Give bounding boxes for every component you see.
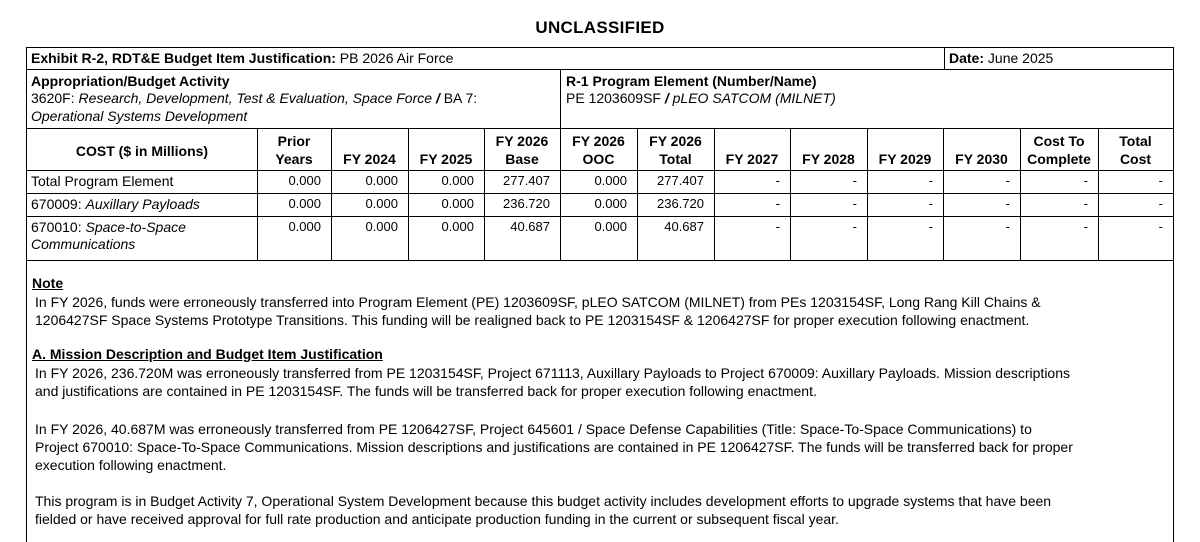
appropriation-line2: Operational Systems Development <box>31 108 248 124</box>
col-header-cost-to-complete <box>1020 132 1098 168</box>
col-header-cost: COST ($ in Millions) <box>75 143 209 159</box>
note-text <box>35 293 1167 329</box>
mission-title: A. Mission Description and Budget Item Justification <box>32 346 383 362</box>
exhibit-form <box>26 47 1174 542</box>
column-divider <box>867 128 868 260</box>
table-cell: 277.407 <box>657 173 704 188</box>
table-cell: - <box>928 196 933 211</box>
mission-paragraph-1 <box>35 364 1167 400</box>
date-value: June 2025 <box>987 50 1054 66</box>
table-cell: - <box>1005 196 1010 211</box>
cost-table <box>27 128 1173 260</box>
row-label <box>31 196 200 213</box>
table-cell: - <box>1005 173 1010 188</box>
text-line: In FY 2026, funds were erroneously transferred into Program Element (PE) 1203609SF, pLEO SATCOM (MILNET) from PEs 1203154SF, Long Rang Kill Chains & <box>35 294 1041 310</box>
col-header-fy2025: FY 2025 <box>419 151 473 167</box>
col-header-fy2030: FY 2030 <box>955 151 1008 167</box>
table-cell: 236.720 <box>503 196 550 211</box>
column-divider <box>637 128 638 260</box>
divider <box>27 69 1173 70</box>
column-divider <box>790 128 791 260</box>
table-cell: 40.687 <box>510 219 550 234</box>
row-label <box>31 173 173 190</box>
col-header-line: Total <box>1119 133 1152 149</box>
table-cell: 0.000 <box>441 196 474 211</box>
table-cell: 0.000 <box>441 173 474 188</box>
slash-separator: / <box>664 90 669 106</box>
col-header-line: FY 2026 <box>572 133 625 149</box>
row-label-code: 670010: <box>31 219 82 235</box>
col-header-line: OOC <box>582 151 615 167</box>
appropriation-line1 <box>31 90 477 107</box>
column-divider <box>484 128 485 260</box>
table-cell: - <box>775 173 780 188</box>
divider <box>27 260 1173 261</box>
table-cell: 0.000 <box>594 173 627 188</box>
col-header-prior-years <box>257 132 331 168</box>
program-element-name: pLEO SATCOM (MILNET) <box>672 90 836 106</box>
row-label-name: Auxillary Payloads <box>85 196 200 212</box>
exhibit-row <box>31 50 453 67</box>
table-cell: - <box>1083 196 1088 211</box>
row-divider <box>27 170 1173 171</box>
program-element-label: R-1 Program Element (Number/Name) <box>566 73 817 89</box>
row-divider <box>27 193 1173 194</box>
text-line: 1206427SF Space Systems Prototype Transitions. This funding will be realigned back to PE 1203154SF & 1206427SF for proper execution following enactment. <box>35 312 1030 328</box>
text-line: and justifications are contained in PE 1203154SF. The funds will be transferred back for proper execution following enactment. <box>35 383 817 399</box>
col-header-line: Cost To <box>1033 133 1085 149</box>
program-element-value <box>566 90 836 107</box>
column-divider <box>331 128 332 260</box>
table-cell: - <box>1158 219 1163 234</box>
col-header-line: Prior <box>277 133 311 149</box>
row-label-name: Space-to-Space <box>85 219 186 235</box>
col-header-fy2029: FY 2029 <box>878 151 932 167</box>
text-line: In FY 2026, 40.687M was erroneously transferred from PE 1206427SF, Project 645601 / Space Defense Capabilities (Title: Space-To-Space Communications) to <box>35 421 1032 437</box>
classification-banner: UNCLASSIFIED <box>535 18 665 37</box>
appropriation-label: Appropriation/Budget Activity <box>31 73 230 89</box>
column-divider <box>408 128 409 260</box>
row-label-name-line2: Communications <box>31 236 136 252</box>
column-divider <box>560 128 561 260</box>
table-cell: 236.720 <box>657 196 704 211</box>
table-cell: 0.000 <box>365 219 398 234</box>
col-header-fy2026-base <box>484 132 560 168</box>
text-line: fielded or have received approval for full rate production and anticipate production funding in the current or subsequent fiscal year. <box>35 511 839 527</box>
col-header-fy2026-total <box>637 132 714 168</box>
table-cell: - <box>928 173 933 188</box>
column-divider <box>714 128 715 260</box>
table-cell: 0.000 <box>365 196 398 211</box>
program-element-number: PE 1203609SF <box>566 90 661 106</box>
col-header-line: Complete <box>1027 151 1091 167</box>
table-cell: 0.000 <box>594 219 627 234</box>
row-label <box>31 219 186 253</box>
col-header-line: FY 2026 <box>649 133 702 149</box>
col-header-fy2026-ooc <box>560 132 637 168</box>
col-header-fy2027: FY 2027 <box>725 151 779 167</box>
column-divider <box>257 128 258 260</box>
appropriation-title: Research, Development, Test & Evaluation, Space Force <box>78 90 433 106</box>
table-cell: - <box>1158 173 1163 188</box>
table-cell: 0.000 <box>365 173 398 188</box>
col-header-line: Cost <box>1119 151 1152 167</box>
table-cell: - <box>852 219 857 234</box>
exhibit-value: PB 2026 Air Force <box>339 50 454 66</box>
appropriation-code: 3620F: <box>31 90 75 106</box>
col-header-line: Base <box>505 151 539 167</box>
mission-paragraph-2 <box>35 420 1167 474</box>
text-line: Project 670010: Space-To-Space Communications. Mission descriptions and justifications are contained in PE 1206427SF. The funds will be transferred back for proper <box>35 439 1073 455</box>
divider <box>560 69 561 128</box>
exhibit-label: Exhibit R-2, RDT&E Budget Item Justification: <box>31 50 336 66</box>
table-cell: 40.687 <box>664 219 704 234</box>
date-field <box>949 50 1053 67</box>
budget-activity: BA 7: <box>443 90 478 106</box>
table-cell: - <box>928 219 933 234</box>
divider <box>944 48 945 69</box>
table-cell: 0.000 <box>594 196 627 211</box>
col-header-fy2028: FY 2028 <box>802 151 855 167</box>
table-cell: 0.000 <box>288 219 321 234</box>
mission-paragraph-3 <box>35 492 1167 528</box>
table-cell: - <box>1158 196 1163 211</box>
text-line: In FY 2026, 236.720M was erroneously transferred from PE 1203154SF, Project 671113, Auxillary Payloads to Project 670009: Auxillary Payloads. Mission descriptions <box>35 365 1071 381</box>
col-header-line: Total <box>659 151 692 167</box>
col-header-line: Years <box>275 151 313 167</box>
row-label-code: 670009: <box>31 196 82 212</box>
col-header-total-cost <box>1098 132 1173 168</box>
column-divider <box>1098 128 1099 260</box>
date-label: Date: <box>949 50 985 66</box>
table-cell: - <box>1005 219 1010 234</box>
col-header-fy2024: FY 2024 <box>343 151 396 167</box>
row-label-code: Total Program Element <box>31 173 174 189</box>
table-cell: 0.000 <box>441 219 474 234</box>
row-divider <box>27 216 1173 217</box>
table-cell: - <box>852 196 857 211</box>
table-cell: - <box>1083 219 1088 234</box>
table-cell: 0.000 <box>288 196 321 211</box>
table-cell: - <box>775 196 780 211</box>
table-cell: - <box>852 173 857 188</box>
text-line: execution following enactment. <box>35 457 227 473</box>
slash-separator: / <box>435 90 440 106</box>
table-cell: 0.000 <box>288 173 321 188</box>
table-cell: 277.407 <box>503 173 550 188</box>
col-header-line: FY 2026 <box>495 133 549 149</box>
column-divider <box>1020 128 1021 260</box>
note-title: Note <box>32 275 64 291</box>
table-cell: - <box>775 219 780 234</box>
column-divider <box>943 128 944 260</box>
text-line: This program is in Budget Activity 7, Operational System Development because this budget activity includes development efforts to upgrade systems that have been <box>35 493 1052 509</box>
table-cell: - <box>1083 173 1088 188</box>
